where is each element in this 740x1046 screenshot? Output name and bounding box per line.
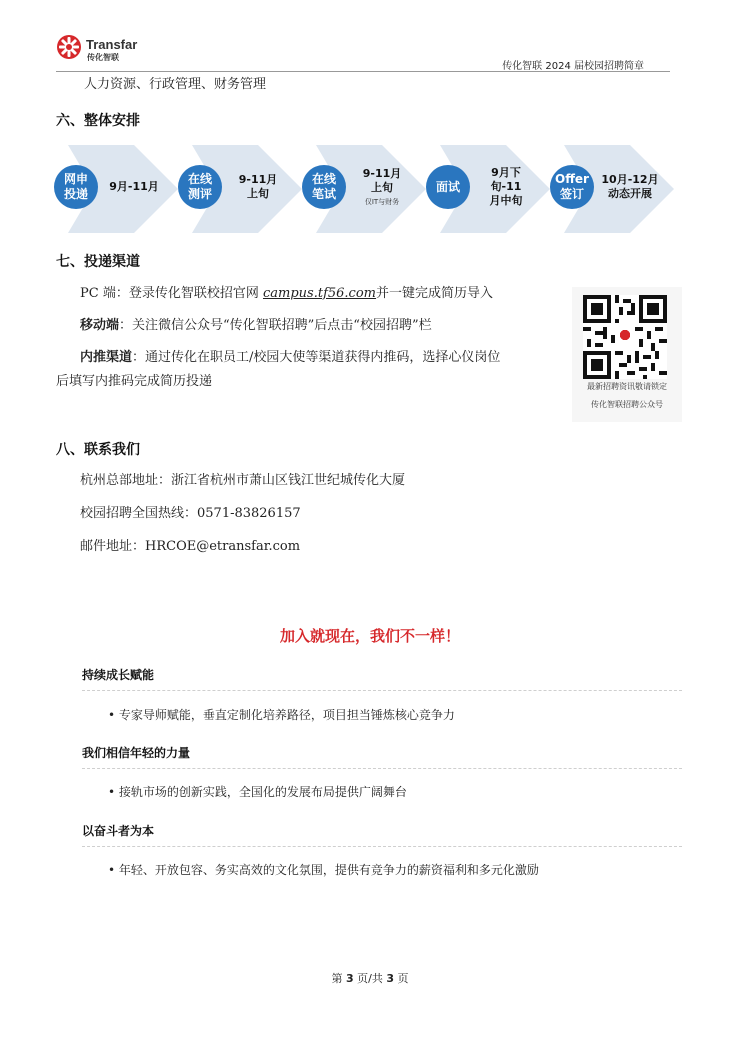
step-label: Offer 签订 <box>550 165 594 209</box>
qr-code-panel <box>572 287 682 422</box>
recruit-hotline: 校园招聘全国热线：0571-83826157 <box>80 506 301 521</box>
step-detail-text: 9月-11月 <box>109 180 159 193</box>
page-total: 3 <box>386 972 394 985</box>
referral-text-line2: 后填写内推码完成简历投递 <box>56 374 213 389</box>
campus-site-link[interactable]: campus.tf56.com <box>262 286 376 301</box>
pc-text: ：登录传化智联校招官网 <box>115 286 259 301</box>
mobile-text: ：关注微信公众号“传化智联招聘”后点击“校园招聘”栏 <box>119 318 432 333</box>
step-detail <box>474 163 538 211</box>
mobile-channel <box>80 317 432 335</box>
step-detail <box>598 163 662 211</box>
transfar-logo <box>56 34 146 64</box>
contact-email: 邮件地址：HRCOE@etransfar.com <box>80 539 301 554</box>
qr-caption-line1: 最新招聘资讯敬请锁定 <box>587 382 667 391</box>
pc-channel <box>80 285 493 303</box>
section-8-title: 八、联系我们 <box>56 442 140 458</box>
referral-label: 内推渠道 <box>80 350 133 365</box>
value-bullet: • 接轨市场的创新实践，全国化的发展布局提供广阔舞台 <box>108 785 407 799</box>
referral-text: ：通过传化在职员工/校园大使等渠道获得内推码，选择心仪岗位 <box>132 350 501 365</box>
step-detail-text: 9-11月 上旬 <box>238 173 278 200</box>
step-detail <box>350 163 414 211</box>
qr-code-icon <box>583 295 667 379</box>
slogan: 加入就现在，我们不一样！ <box>279 627 460 645</box>
value-bullet: • 年轻、开放包容、务实高效的文化氛围，提供有竞争力的薪资福利和多元化激励 <box>108 863 539 877</box>
section-6-title: 六、整体安排 <box>56 113 140 129</box>
step-label: 面试 <box>426 165 470 209</box>
mobile-label: 移动端 <box>80 318 120 333</box>
process-step <box>54 143 180 235</box>
logo-cn-text: 传化智联 <box>87 53 119 62</box>
page-prefix: 第 <box>331 972 346 985</box>
step-detail <box>226 163 290 211</box>
section-7-title: 七、投递渠道 <box>56 254 140 270</box>
step-label: 在线 笔试 <box>302 165 346 209</box>
process-step <box>302 143 428 235</box>
value-heading: 我们相信年轻的力量 <box>82 746 191 760</box>
value-bullet: • 专家导师赋能，垂直定制化培养路径，项目担当锤炼核心竞争力 <box>108 708 455 722</box>
process-step <box>426 143 552 235</box>
process-step <box>550 143 676 235</box>
page-number <box>0 970 740 986</box>
transfar-logo-icon <box>56 34 82 60</box>
step-detail-text: 9-11月 上旬 <box>362 167 402 194</box>
step-label: 网申 投递 <box>54 165 98 209</box>
hq-address: 杭州总部地址：浙江省杭州市萧山区钱江世纪城传化大厦 <box>80 473 406 488</box>
pc-label: PC 端 <box>80 286 116 301</box>
value-divider <box>82 846 682 847</box>
header-divider <box>56 71 670 72</box>
step-detail <box>102 163 166 211</box>
qr-caption-line2: 传化智联招聘公众号 <box>591 400 663 409</box>
process-step <box>178 143 304 235</box>
step-detail-text: 9月下 旬-11 月中旬 <box>489 166 523 207</box>
intro-line: 人力资源、行政管理、财务管理 <box>84 77 267 92</box>
value-heading: 以奋斗者为本 <box>82 824 155 838</box>
pc-tail: 并一键完成简历导入 <box>376 286 494 301</box>
value-divider <box>82 768 682 769</box>
value-heading: 持续成长赋能 <box>82 668 155 682</box>
referral-channel <box>80 349 500 367</box>
step-note: 仅IT与财务 <box>364 198 400 206</box>
document-title: 传化智联 2024 届校园招聘简章 <box>502 61 644 72</box>
step-label: 在线 测评 <box>178 165 222 209</box>
page-current: 3 <box>345 972 354 985</box>
process-timeline <box>54 143 678 235</box>
page-mid: 页/共 <box>353 972 387 985</box>
page-suffix: 页 <box>394 972 409 985</box>
logo-text: Transfar <box>86 37 138 52</box>
step-detail-text: 10月-12月 动态开展 <box>601 173 659 200</box>
value-divider <box>82 690 682 691</box>
